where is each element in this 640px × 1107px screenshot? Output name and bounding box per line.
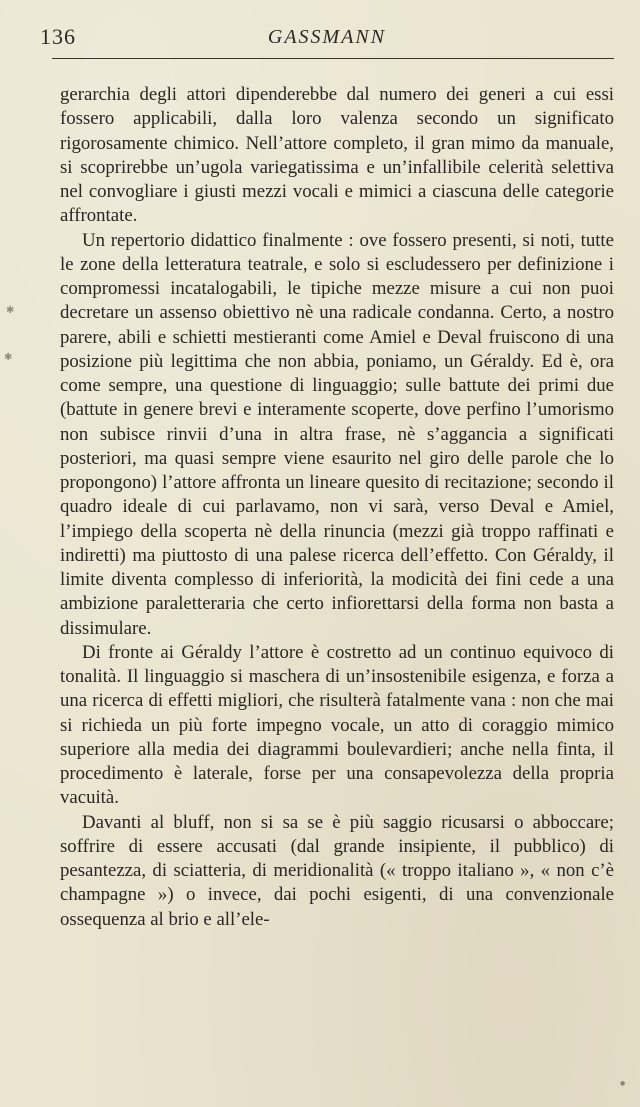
paragraph-2: Un repertorio didattico finalmente : ove fossero presenti, si noti, tutte le zone della letteratura teatrale, e solo si escludessero per definizione i compromessi incatalogabili, le tipiche mezze misure a cui non puoi decretare un assenso obiettivo nè una radicale condanna. Certo, a nostro parere, abili e schietti mestieranti come Amiel e Deval fruiscono di una posizione più legittima che non abbia, poniamo, un Géraldy. Ed è, ora come sempre, una questione di linguaggio; sulle battute dei primi due (battute in genere brevi e interamente scoperte, dove perfino l’umorismo non subisce rinvii d’una in altra frase, nè s’aggancia a significati posteriori, ma quasi sempre viene esaurito nel giro delle parole che lo propongono) l’attore affronta un lineare quesito di recitazione; secondo il quadro ideale di cui parlavamo, non vi sarà, verso Deval e Amiel, l’impiego della scoperta nè della rinuncia (mezzi già troppo raffinati e indiretti) ma piuttosto di una palese ricerca dell’effetto. Con Géraldy, il limite diventa complesso di inferiorità, la modicità dei fini cede a una ambizione paraletteraria che certo infiorettarsi della forma non basta a dissimulare. (60, 229, 614, 639)
paper-speck-icon: ● (620, 1080, 626, 1087)
paragraph-1: gerarchia degli attori dipenderebbe dal numero dei generi a cui essi fossero applicabili, dalla loro valenza secondo un significato rigorosamente chimico. Nell’attore completo, il gran mimo da manuale, si scoprirebbe un’ugola variegatissima e un’infallibile celerità selettiva nel convogliare i giusti mezzi vocali e mimici a ciascuna delle categorie affrontate. (60, 84, 614, 227)
page-header (40, 20, 614, 60)
page-number: 136 (40, 24, 76, 49)
paragraph-4: Davanti al bluff, non si sa se è più saggio ricusarsi o abboccare; soffrire di essere accusati (dal grande insipiente, il pubblico) di pesantezza, di sciatteria, di meridionalità (« troppo italiano », « non c’è champagne ») o invece, dai pochi esigenti, di una convenzionale ossequenza al brio e all’ele- (60, 811, 614, 930)
header-rule (52, 58, 614, 59)
paragraph-3: Di fronte ai Géraldy l’attore è costretto ad un continuo equivoco di tonalità. Il linguaggio si maschera di un’insostenibile esigenza, e forza a una ricerca di effetti migliori, che risulterà fatalmente vana : non che mai si richieda un più forte impegno vocale, un atto di coraggio mimico superiore alla media dei diagrammi boulevardieri; anche nella finta, il procedimento è laterale, forse per una consapevolezza della propria vacuità. (60, 641, 614, 809)
running-head: GASSMANN (267, 26, 387, 48)
paper-speck-icon: ✱ (4, 352, 13, 363)
paper-speck-icon: ✱ (6, 305, 15, 316)
body-text (60, 83, 614, 932)
